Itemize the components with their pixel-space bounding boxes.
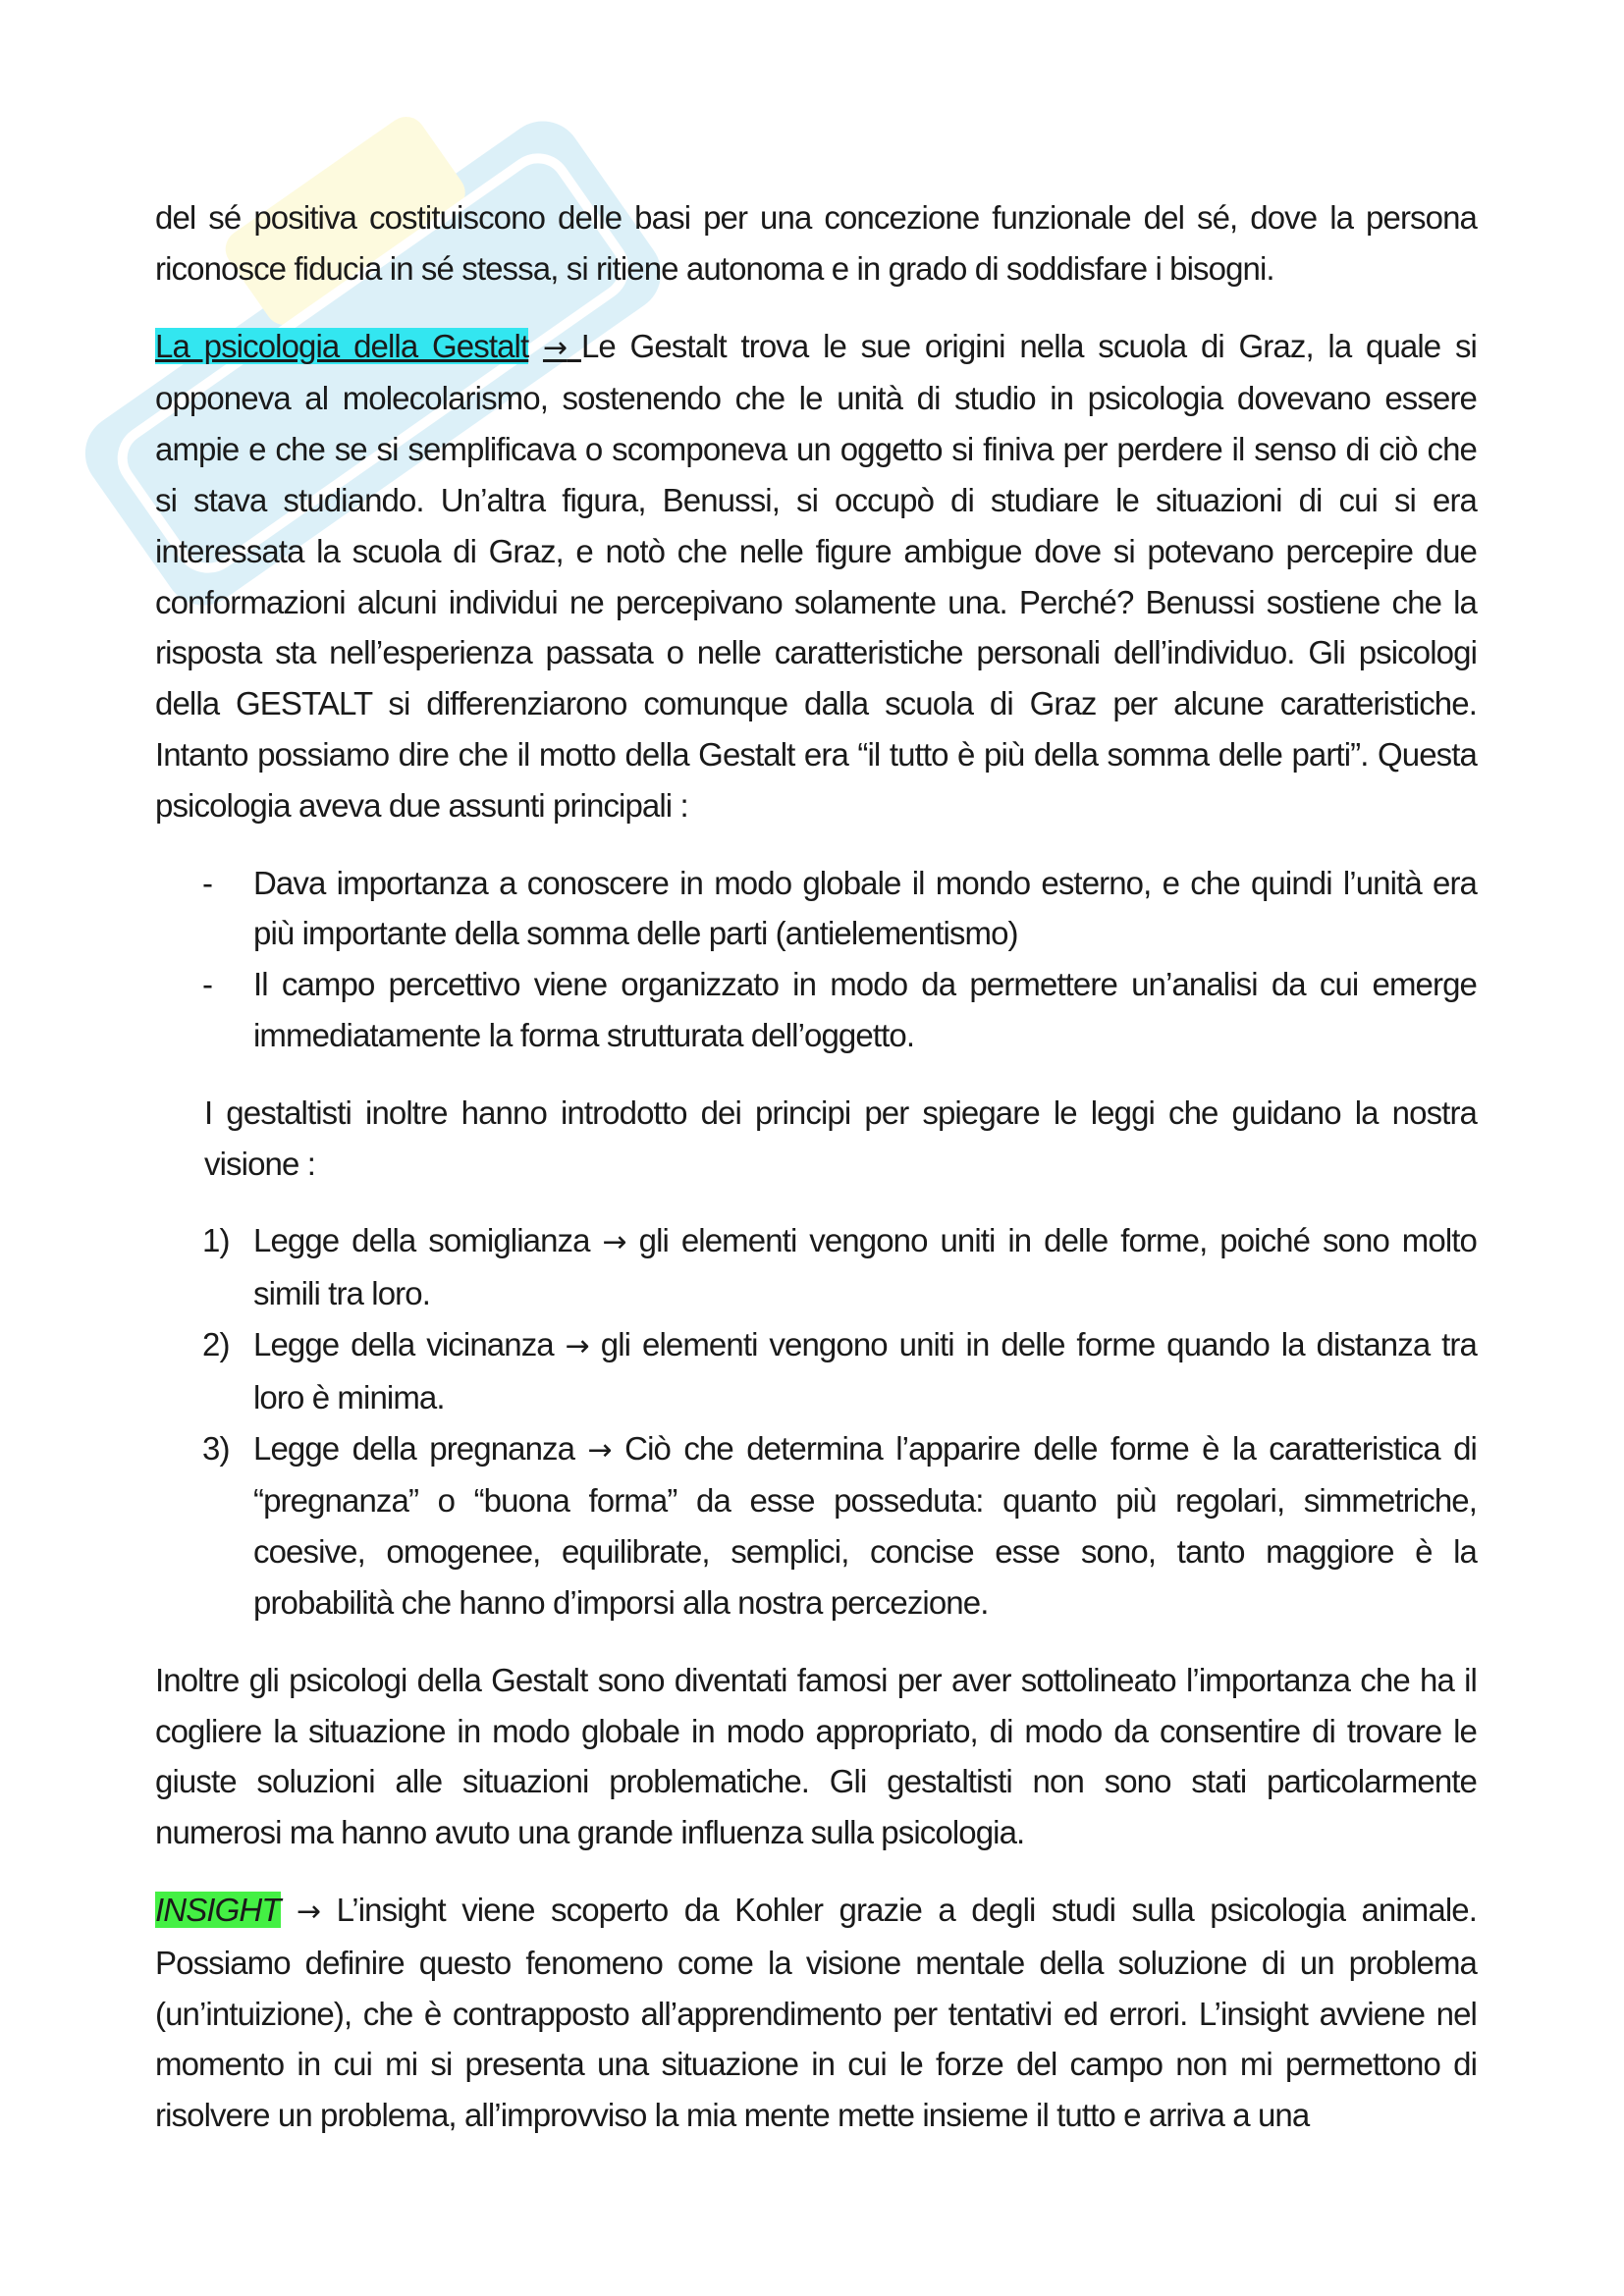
list-item bbox=[155, 1319, 1477, 1423]
list-marker: 3) bbox=[202, 1429, 230, 1467]
insight-heading: INSIGHT bbox=[155, 1891, 281, 1928]
arrow-icon: → bbox=[602, 1225, 626, 1260]
list-marker: 2) bbox=[202, 1325, 230, 1362]
law-text: gli elementi vengono uniti in delle forme, poiché sono molto simili tra loro. bbox=[253, 1222, 1477, 1312]
gestalt-heading: La psicologia della Gestalt bbox=[155, 327, 529, 364]
law-text: gli elementi vengono uniti in delle forme quando la distanza tra loro è minima. bbox=[253, 1325, 1477, 1415]
list-item bbox=[155, 1423, 1477, 1629]
list-item bbox=[155, 1215, 1477, 1319]
paragraph-principles-intro: I gestaltisti inoltre hanno introdotto dei principi per spiegare le leggi che guidano la nostra visione : bbox=[204, 1094, 1477, 1182]
arrow-icon: → bbox=[542, 330, 568, 365]
insight-body: L’insight viene scoperto da Kohler grazie a degli studi sulla psicologia animale. Possiamo definire questo fenomeno come la visione mentale della soluzione di un problema (un’intuizione), che è contrapposto all’apprendimento per tentativi ed errori. L’insight avviene nel momento in cui mi si presenta una situazione in cui le forze del campo non mi permettono di risolvere un problema, all’improvviso la mia mente mette insieme il tutto e arriva a una bbox=[155, 1891, 1477, 2134]
arrow-icon: → bbox=[296, 1894, 321, 1929]
list-marker: - bbox=[202, 966, 213, 1003]
paragraph-gestalt bbox=[155, 321, 1477, 831]
paragraph-insight bbox=[155, 1885, 1477, 2141]
law-text: Ciò che determina l’apparire delle forme è la caratteristica di “pregnanza” o “buona forma” da esse posseduta: quanto più regolari, simmetriche, coesive, omogenee, equilibrate, semplici, concise esse sono, tanto maggiore è la probabilità che hanno d’imporsi alla nostra percezione. bbox=[253, 1429, 1477, 1621]
list-marker: 1) bbox=[202, 1222, 230, 1259]
arrow-icon: → bbox=[587, 1432, 612, 1468]
paragraph-intro: del sé positiva costituiscono delle basi per una concezione funzionale del sé, dove la persona riconosce fiducia in sé stessa, si ritiene autonoma e in grado di soddisfare i bisogni. bbox=[155, 199, 1477, 287]
assumptions-list bbox=[155, 858, 1477, 1061]
gestalt-body: Le Gestalt trova le sue origini nella scuola di Graz, la quale si opponeva al molecolarismo, sostenendo che le unità di studio in psicologia dovevano essere ampie e che se si semplificava o scomponeva un oggetto si finiva per perdere il senso di ciò che si stava studiando. Un’altra figura, Benussi, si occupò di studiare le situazioni di cui si era interessata la scuola di Graz, e notò che nelle figure ambigue dove si potevano percepire due conformazioni alcuni individui ne percepivano solamente una. Perché? Benussi sostiene che la risposta sta nell’esperienza passata o nelle caratteristiche personali dell’individuo. Gli psicologi della GESTALT si differenziarono comunque dalla scuola di Graz per alcune caratteristiche. Intanto possiamo dire che il motto della Gestalt era “il tutto è più della somma delle parti”. Questa psicologia aveva due assunti principali : bbox=[155, 327, 1477, 824]
arrow-icon: → bbox=[565, 1328, 589, 1363]
law-name: Legge della vicinanza bbox=[253, 1325, 554, 1362]
list-item bbox=[155, 959, 1477, 1061]
list-item bbox=[155, 858, 1477, 960]
paragraph-fame: Inoltre gli psicologi della Gestalt sono diventati famosi per aver sottolineato l’importanza che ha il cogliere la situazione in modo globale in modo appropriato, di modo da consentire di trovare le giuste soluzioni alle situazioni problematiche. Gli gestaltisti non sono stati particolarmente numerosi ma hanno avuto una grande influenza sulla psicologia. bbox=[155, 1661, 1477, 1851]
laws-list bbox=[155, 1215, 1477, 1628]
list-item-text: Dava importanza a conoscere in modo globale il mondo esterno, e che quindi l’unità era più importante della somma delle parti (antielementismo) bbox=[253, 864, 1477, 952]
list-item-text: Il campo percettivo viene organizzato in modo da permettere un’analisi da cui emerge immediatamente la forma strutturata dell’oggetto. bbox=[253, 966, 1477, 1053]
law-name: Legge della pregnanza bbox=[253, 1429, 575, 1467]
law-name: Legge della somiglianza bbox=[253, 1222, 590, 1259]
document-body bbox=[155, 192, 1477, 2167]
list-marker: - bbox=[202, 864, 213, 901]
